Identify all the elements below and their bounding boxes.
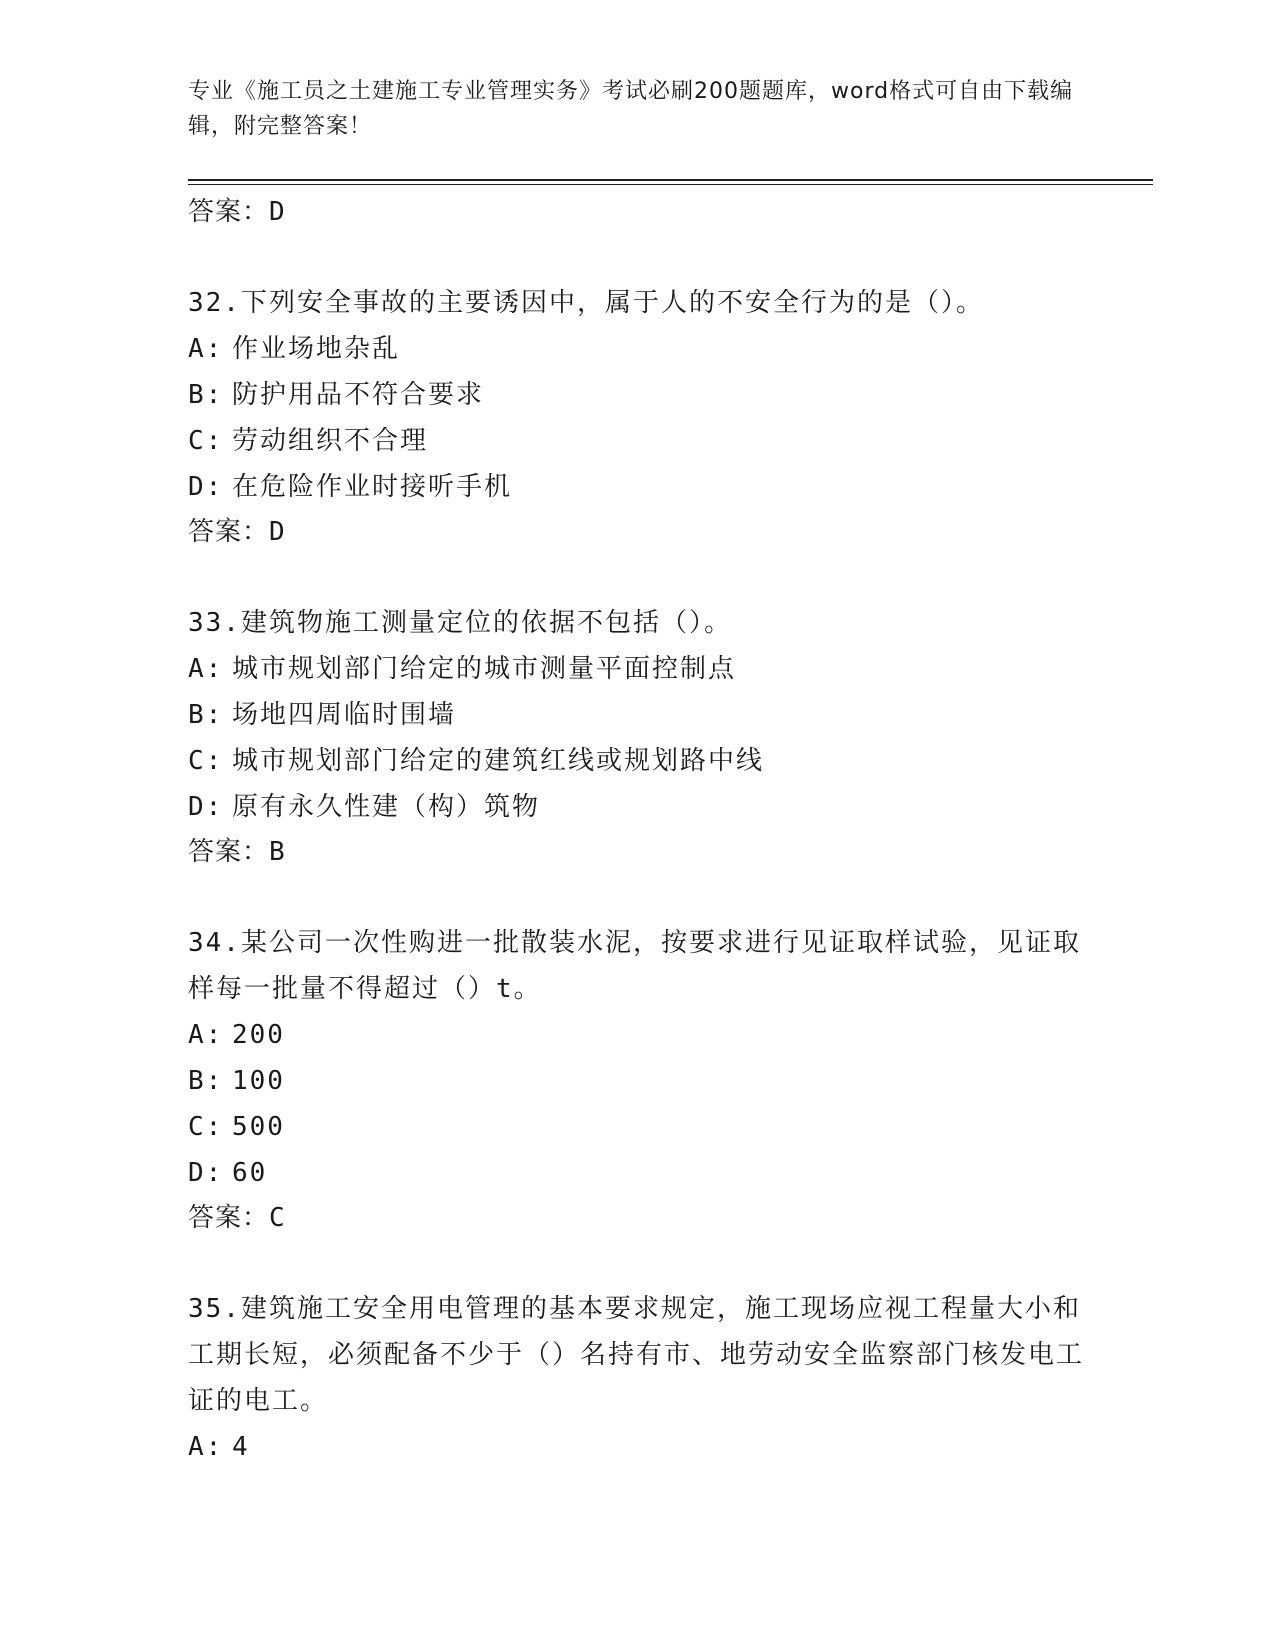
question-35 xyxy=(188,1286,1088,1470)
answer-prev: 答案：D xyxy=(188,197,286,227)
document-header: 专业《施工员之土建施工专业管理实务》考试必刷200题题库，word格式可自由下载编辑，附完整答案！ xyxy=(188,79,1074,139)
header-divider-thin xyxy=(188,184,1153,185)
option-a xyxy=(188,1012,1088,1058)
option-b xyxy=(188,1058,1088,1104)
option-c xyxy=(188,738,1088,784)
option-b xyxy=(188,692,1088,738)
option-text: 500 xyxy=(232,1112,285,1142)
option-letter: B: xyxy=(188,1066,224,1096)
answer: 答案：B xyxy=(188,837,286,867)
option-text: 城市规划部门给定的城市测量平面控制点 xyxy=(232,654,737,684)
option-letter: D: xyxy=(188,792,224,822)
option-letter: C: xyxy=(188,1112,224,1142)
question-stem: 35.建筑施工安全用电管理的基本要求规定，施工现场应视工程量大小和工期长短，必须配备不少于（）名持有市、地劳动安全监察部门核发电工证的电工。 xyxy=(188,1294,1085,1416)
header-divider-thick xyxy=(188,179,1153,181)
option-text: 4 xyxy=(232,1432,250,1462)
option-a xyxy=(188,326,1088,372)
option-text: 劳动组织不合理 xyxy=(232,426,429,456)
option-d xyxy=(188,784,1088,830)
option-text: 防护用品不符合要求 xyxy=(232,380,485,410)
option-text: 场地四周临时围墙 xyxy=(232,700,457,730)
option-a xyxy=(188,646,1088,692)
question-stem: 33.建筑物施工测量定位的依据不包括（）。 xyxy=(188,608,732,638)
option-b xyxy=(188,372,1088,418)
question-33 xyxy=(188,600,1088,875)
question-32 xyxy=(188,280,1088,555)
option-text: 原有永久性建（构）筑物 xyxy=(232,792,541,822)
option-letter: B: xyxy=(188,380,224,410)
option-letter: D: xyxy=(188,1158,224,1188)
question-stem: 32.下列安全事故的主要诱因中，属于人的不安全行为的是（）。 xyxy=(188,288,984,318)
option-text: 作业场地杂乱 xyxy=(232,334,401,364)
option-d xyxy=(188,464,1088,510)
option-letter: A: xyxy=(188,654,224,684)
question-34 xyxy=(188,920,1088,1241)
option-letter: C: xyxy=(188,746,224,776)
option-c xyxy=(188,418,1088,464)
option-letter: A: xyxy=(188,1020,224,1050)
option-text: 200 xyxy=(232,1020,285,1050)
option-letter: A: xyxy=(188,1432,224,1462)
option-letter: B: xyxy=(188,700,224,730)
option-d xyxy=(188,1150,1088,1196)
answer: 答案：D xyxy=(188,517,286,547)
option-text: 60 xyxy=(232,1158,268,1188)
option-text: 城市规划部门给定的建筑红线或规划路中线 xyxy=(232,746,765,776)
answer: 答案：C xyxy=(188,1203,286,1233)
option-letter: A: xyxy=(188,334,224,364)
option-letter: D: xyxy=(188,472,224,502)
question-stem: 34.某公司一次性购进一批散装水泥，按要求进行见证取样试验，见证取样每一批量不得超过（）t。 xyxy=(188,928,1081,1004)
option-letter: C: xyxy=(188,426,224,456)
option-text: 在危险作业时接听手机 xyxy=(232,472,513,502)
document-body xyxy=(188,190,1088,1470)
option-a xyxy=(188,1424,1088,1470)
option-text: 100 xyxy=(232,1066,285,1096)
option-c xyxy=(188,1104,1088,1150)
